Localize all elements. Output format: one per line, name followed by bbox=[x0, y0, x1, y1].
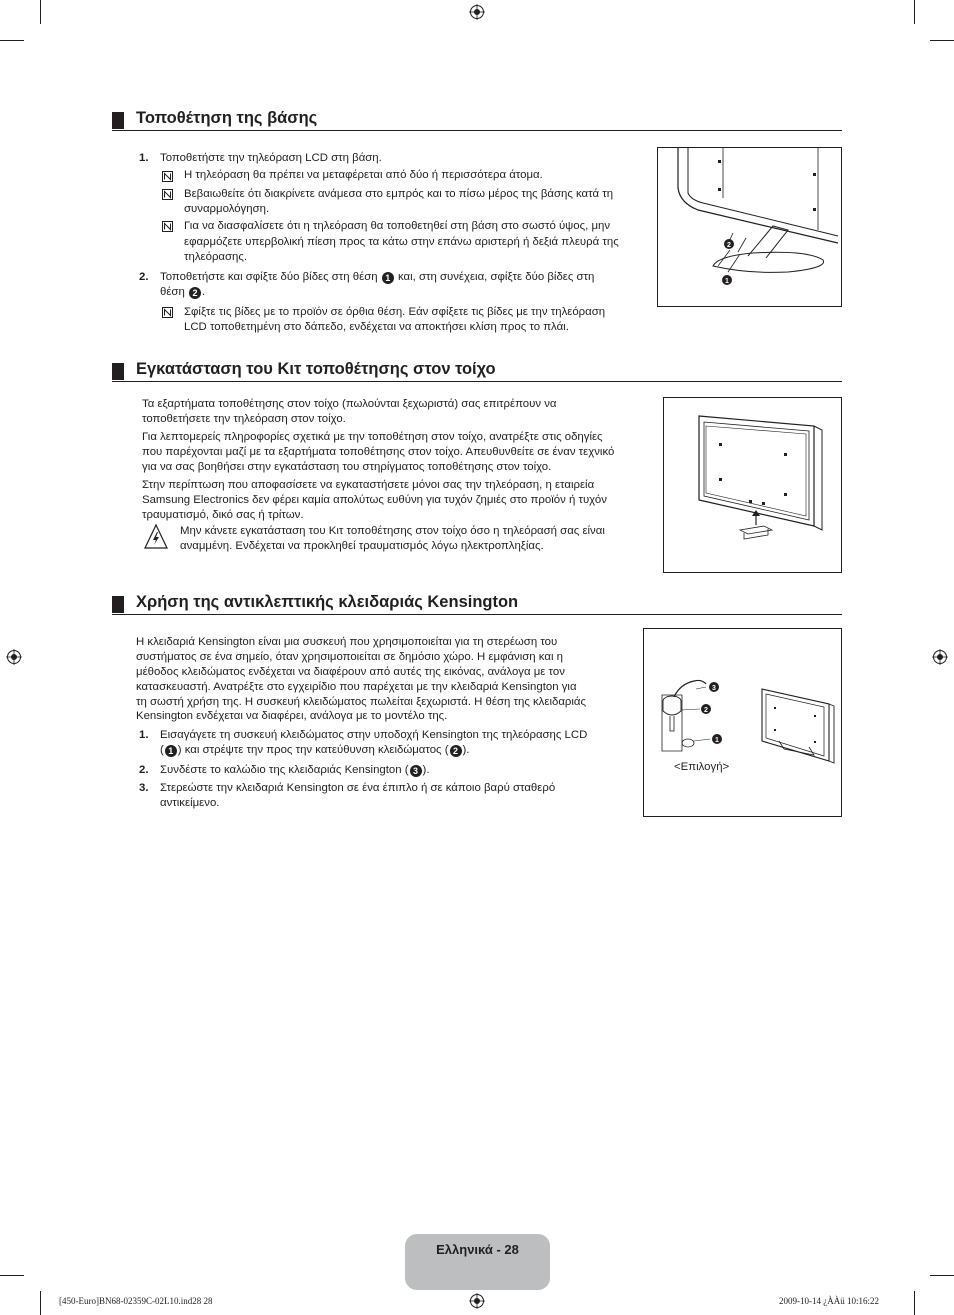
registration-mark-icon bbox=[932, 649, 948, 665]
paragraph-text: κατασκευαστή. Ανατρέξτε στο εγχειρίδιο που παρέχεται με την κλειδαριά Kensington για bbox=[136, 681, 577, 693]
note-text: Σφίξτε τις βίδες με το προϊόν σε όρθια θέση. Εάν σφίξετε τις βίδες με την τηλεόραση bbox=[184, 306, 606, 318]
wall-mount-drawing bbox=[664, 398, 841, 572]
callout-badge: 3 bbox=[410, 765, 422, 777]
note-text: Για να διασφαλίσετε ότι η τηλεόραση θα τοποθετηθεί στη βάση στο σωστό ύψος, μην bbox=[184, 220, 611, 232]
kensington-lock-illustration bbox=[643, 628, 842, 817]
paragraph-text: Η κλειδαριά Kensington είναι μια συσκευή που χρησιμοποιείται για τη στερέωση του bbox=[136, 636, 558, 648]
step-number: 1. bbox=[139, 729, 149, 741]
note-icon bbox=[162, 189, 173, 200]
step-text-part: Τοποθετήστε και σφίξτε δύο βίδες στη θέση bbox=[160, 271, 378, 283]
step-text: αντικείμενο. bbox=[160, 797, 220, 809]
paragraph-text: Samsung Electronics δεν φέρει καμία απολύτως ευθύνη για τυχόν ζημιές στο προϊόν ή τυχόν bbox=[142, 494, 607, 506]
note-icon bbox=[162, 171, 173, 182]
step-text-part: ). bbox=[462, 744, 470, 756]
crop-mark bbox=[914, 1291, 915, 1315]
callout-badge: 1 bbox=[725, 278, 729, 285]
step-number: 2. bbox=[139, 271, 149, 283]
section-title: Εγκατάσταση του Κιτ τοποθέτησης στον τοίχο bbox=[136, 360, 496, 378]
step-text: Τοποθετήστε την τηλεόραση LCD στη βάση. bbox=[160, 152, 382, 164]
note-text: συναρμολόγηση. bbox=[184, 203, 270, 215]
step-text bbox=[160, 270, 594, 285]
stand-illustration bbox=[657, 147, 842, 307]
callout-badge: 2 bbox=[704, 707, 708, 714]
section-title: Τοποθέτηση της βάσης bbox=[136, 109, 318, 127]
note-text: Βεβαιωθείτε ότι διακρίνετε ανάμεσα στο εμπρός και το πίσω μέρος της βάσης κατά τη bbox=[184, 188, 614, 200]
crop-mark bbox=[0, 1275, 24, 1276]
paragraph-text: τοποθετήσετε την τηλεόραση στον τοίχο. bbox=[142, 413, 346, 425]
step-text: Εισαγάγετε τη συσκευή κλειδώματος στην υποδοχή Kensington της τηλεόρασης LCD bbox=[160, 729, 588, 741]
step-text bbox=[160, 763, 430, 778]
warning-text: αναμμένη. Ενδέχεται να προκληθεί τραυματισμός λόγω ηλεκτροπληξίας. bbox=[180, 540, 544, 552]
crop-mark bbox=[0, 40, 24, 41]
print-slug-right: 2009-10-14 ¿ÀÀü 10:16:22 bbox=[779, 1296, 879, 1306]
paragraph-text: Τα εξαρτήματα τοποθέτησης στον τοίχο (πωλούνται ξεχωριστά) σας επιτρέπουν να bbox=[142, 398, 557, 410]
paragraph-text: Στην περίπτωση που αποφασίσετε να εγκαταστήσετε μόνοι σας την τηλεόραση, η εταιρεία bbox=[142, 479, 595, 491]
step-text-part: και, στη συνέχεια, σφίξτε δύο βίδες στη bbox=[397, 271, 595, 283]
callout-badge: 2 bbox=[727, 242, 731, 249]
paragraph-text: Kensington ενδέχεται να διαφέρει, ανάλογα με το μοντέλο της. bbox=[136, 710, 448, 722]
step-number: 1. bbox=[139, 152, 149, 164]
note-icon bbox=[162, 221, 173, 232]
crop-mark bbox=[40, 1291, 41, 1315]
callout-badge: 1 bbox=[715, 737, 719, 744]
paragraph-text: για να σας βοηθήσει στην εγκατάσταση του στηρίγματος τοποθέτησης στον τοίχο. bbox=[142, 461, 552, 473]
step-text: Στερεώστε την κλειδαριά Kensington σε ένα έπιπλο ή σε κάποιο βαρύ σταθερό bbox=[160, 782, 556, 794]
crop-mark bbox=[914, 0, 915, 24]
registration-mark-icon bbox=[6, 649, 22, 665]
figure-caption: <Επιλογή> bbox=[674, 761, 730, 773]
registration-mark-icon bbox=[469, 1293, 485, 1309]
page-number: Ελληνικά - 28 bbox=[436, 1242, 519, 1257]
section-title: Χρήση της αντικλεπτικής κλειδαριάς Kensington bbox=[136, 593, 519, 611]
heading-bar bbox=[112, 596, 124, 613]
note-text: LCD τοποθετημένη στο δάπεδο, ενδέχεται να αποκτήσει κλίση προς το πλάι. bbox=[184, 321, 569, 333]
paragraph-text: συστήματος σε ένα σημείο, όταν χρησιμοποιείται σε δημόσιο χώρο. Η εμφάνιση και η bbox=[136, 651, 563, 663]
warning-text: Μην κάνετε εγκατάσταση του Κιτ τοποθέτησης στον τοίχο όσο η τηλεόρασή σας είναι bbox=[180, 525, 605, 537]
paragraph-text: τραυματισμό, δικό σας ή τρίτων. bbox=[142, 509, 304, 521]
section-heading-wall-mount bbox=[112, 361, 842, 382]
step-text bbox=[160, 743, 469, 758]
callout-badge: 1 bbox=[165, 745, 177, 757]
registration-mark-icon bbox=[469, 4, 485, 20]
heading-bar bbox=[112, 112, 124, 129]
step-text-part: Συνδέστε το καλώδιο της κλειδαριάς Kensington ( bbox=[160, 764, 409, 776]
callout-badge: 3 bbox=[712, 685, 716, 692]
section-heading-kensington bbox=[112, 594, 842, 615]
kensington-lock-drawing bbox=[644, 629, 841, 816]
note-icon bbox=[162, 307, 173, 318]
heading-bar bbox=[112, 363, 124, 380]
page-number-tab bbox=[405, 1234, 550, 1290]
step-number: 3. bbox=[139, 782, 149, 794]
paragraph-text: τη σωστή χρήση της. Η συσκευή κλειδώματος πωλείται ξεχωριστά. Η θέση της κλειδαριάς bbox=[136, 696, 586, 708]
callout-badge: 1 bbox=[382, 272, 394, 284]
crop-mark bbox=[930, 1275, 954, 1276]
paragraph-text: μέθοδος κλειδώματος ενδέχεται να διαφέρουν από αυτές της εικόνας, ανάλογα με τον bbox=[136, 666, 565, 678]
step-text-part: . bbox=[201, 286, 206, 298]
wall-mount-illustration bbox=[663, 397, 842, 573]
step-number: 2. bbox=[139, 764, 149, 776]
step-text-part: θέση bbox=[160, 286, 185, 298]
callout-badge: 2 bbox=[189, 287, 201, 299]
paragraph-text: Για λεπτομερείς πληροφορίες σχετικά με την τοποθέτηση στον τοίχο, ανατρέξτε στις οδηγίες bbox=[142, 431, 603, 443]
crop-mark bbox=[40, 0, 41, 24]
callout-badge: 2 bbox=[450, 745, 462, 757]
note-text: εφαρμόζετε υπερβολική πίεση προς τα κάτω στην επάνω αριστερή ή δεξιά πλευρά της bbox=[184, 236, 619, 248]
step-text-part: ( bbox=[160, 744, 164, 756]
step-text bbox=[160, 285, 205, 300]
print-slug-left: [450-Euro]BN68-02359C-02L10.ind28 28 bbox=[59, 1296, 213, 1306]
step-text-part: ). bbox=[422, 764, 430, 776]
note-text: Η τηλεόραση θα πρέπει να μεταφέρεται από δύο ή περισσότερα άτομα. bbox=[184, 169, 543, 181]
section-heading-stand bbox=[112, 110, 842, 131]
note-text: τηλεόρασης. bbox=[184, 251, 248, 263]
warning-icon bbox=[144, 524, 168, 550]
crop-mark bbox=[930, 40, 954, 41]
step-text-part: ) και στρέψτε την προς την κατεύθυνση κλειδώματος ( bbox=[177, 744, 449, 756]
tv-stand-drawing bbox=[658, 148, 841, 306]
paragraph-text: που παρέχονται μαζί με τα εξαρτήματα τοποθέτησης στον τοίχο. Απευθυνθείτε σε έναν τεχνικό bbox=[142, 446, 615, 458]
